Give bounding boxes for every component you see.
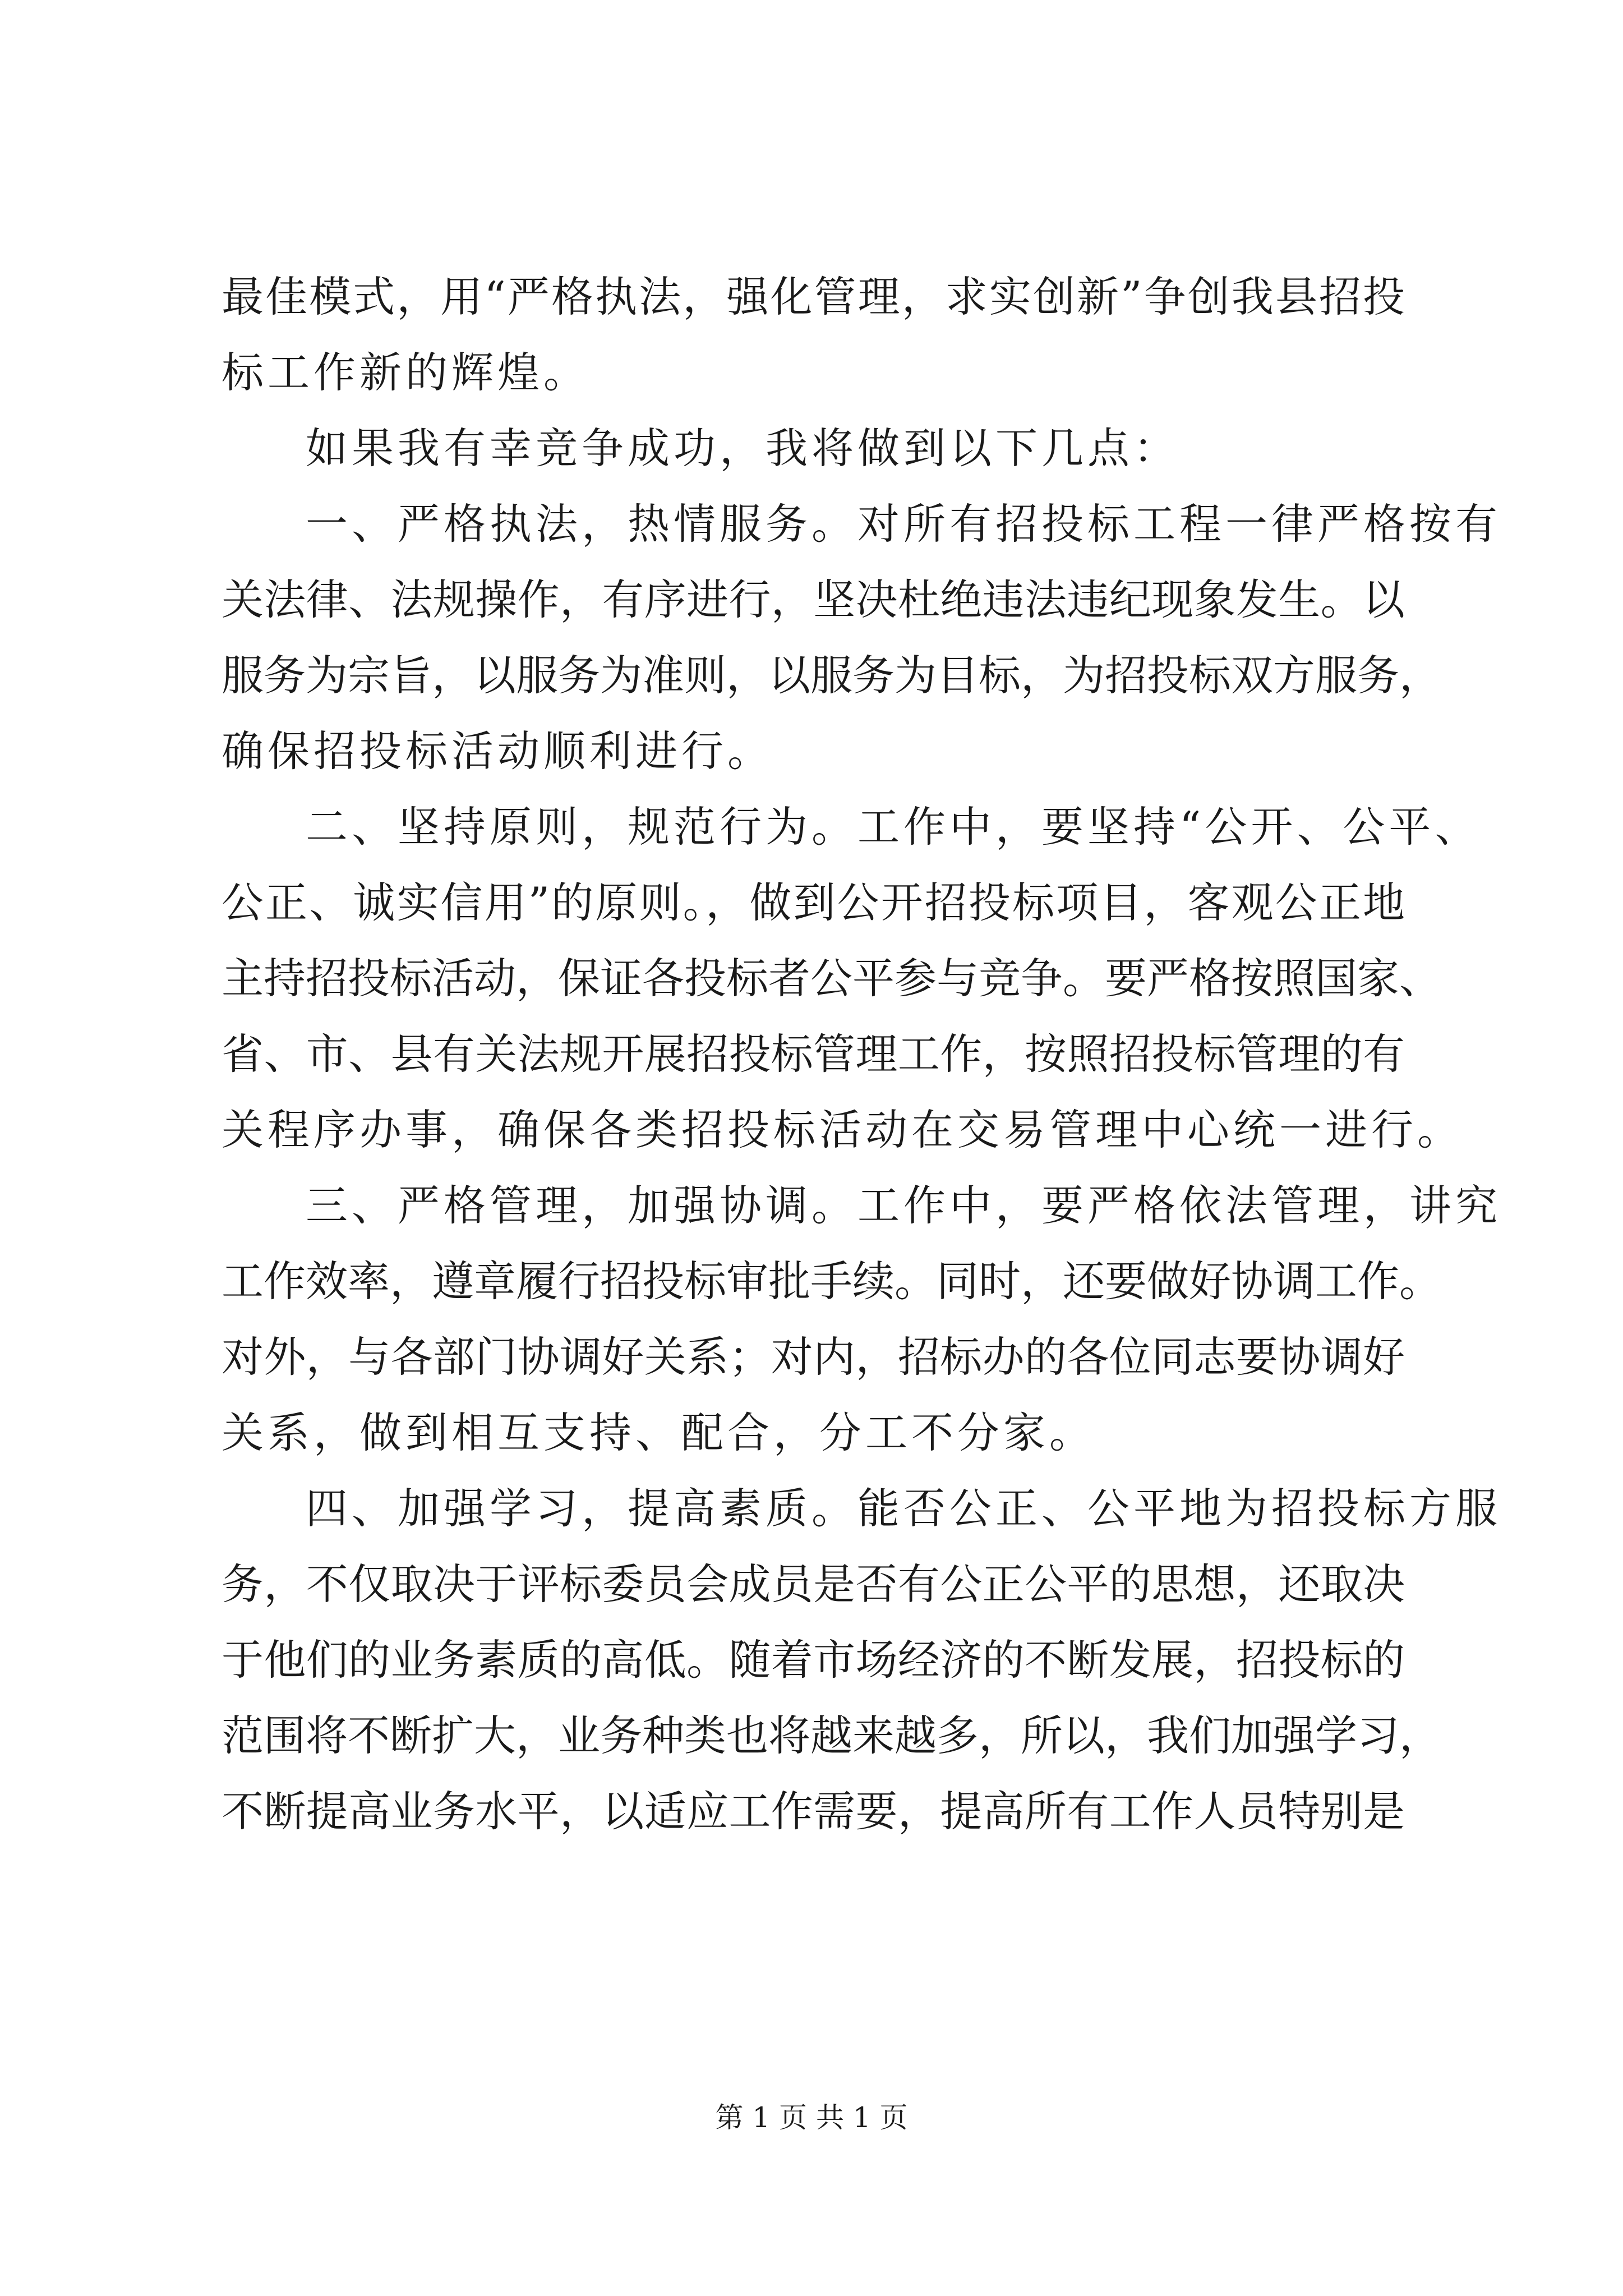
text-line: 关系，做到相互支持、配合，分工不分家。	[222, 1408, 1096, 1457]
text-line: 关程序办事，确保各类招投标活动在交易管理中心统一进行。	[222, 1105, 1464, 1154]
text-line: 确保招投标活动顺利进行。	[222, 726, 774, 776]
paragraph-first-line: 三、严格管理，加强协调。工作中，要严格依法管理，讲究	[306, 1181, 1502, 1230]
text-line: 服务为宗旨，以服务为准则，以服务为目标，为招投标双方服务，	[222, 651, 1442, 700]
document-body	[222, 259, 1502, 1849]
text-line: 于他们的业务素质的高低。随着市场经济的不断发展，招投标的	[222, 1635, 1405, 1685]
text-line: 最佳模式，用“严格执法，强化管理，求实创新”争创我县招投	[222, 272, 1405, 321]
text-line: 不断提高业务水平，以适应工作需要，提高所有工作人员特别是	[222, 1787, 1405, 1836]
paragraph-first-line: 一、严格执法，热情服务。对所有招投标工程一律严格按有	[306, 499, 1502, 549]
text-line: 省、市、县有关法规开展招投标管理工作，按照招投标管理的有	[222, 1029, 1405, 1079]
text-line: 务，不仅取决于评标委员会成员是否有公正公平的思想，还取决	[222, 1559, 1405, 1609]
text-line: 关法律、法规操作，有序进行，坚决杜绝违法违纪现象发生。以	[222, 575, 1405, 624]
text-line: 标工作新的辉煌。	[222, 348, 590, 397]
page-footer	[0, 2098, 1623, 2137]
text-line: 范围将不断扩大，业务种类也将越来越多，所以，我们加强学习，	[222, 1711, 1442, 1760]
text-line: 对外，与各部门协调好关系；对内，招标办的各位同志要协调好	[222, 1332, 1405, 1382]
page-number-label: 第 1 页 共 1 页	[715, 2101, 908, 2134]
paragraph-first-line: 如果我有幸竞争成功，我将做到以下几点：	[306, 424, 1180, 473]
paragraph-first-line: 四、加强学习，提高素质。能否公正、公平地为招投标方服	[306, 1484, 1502, 1533]
paragraph-first-line: 二、坚持原则，规范行为。工作中，要坚持“公开、公平、	[306, 802, 1481, 852]
text-line: 工作效率，遵章履行招投标审批手续。同时，还要做好协调工作。	[222, 1257, 1442, 1306]
text-line: 公正、诚实信用”的原则。，做到公开招投标项目，客观公正地	[222, 878, 1405, 927]
text-line: 主持招投标活动，保证各投标者公平参与竞争。要严格按照国家、	[222, 954, 1442, 1003]
